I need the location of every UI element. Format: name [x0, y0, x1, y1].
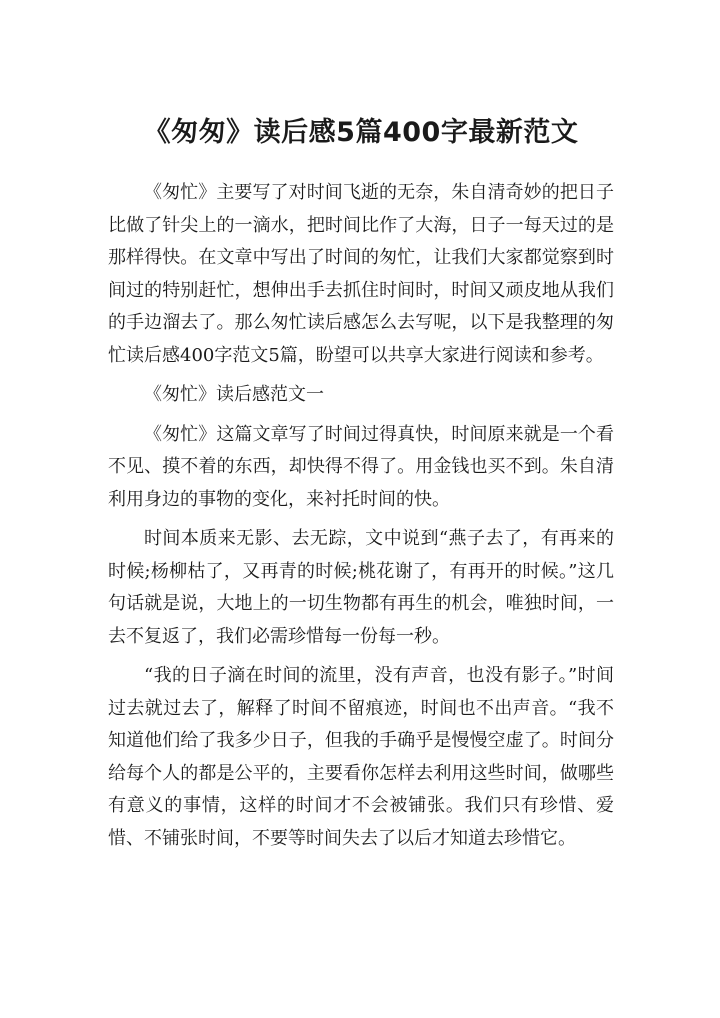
document-title: 《匆匆》读后感5篇400字最新范文	[143, 117, 579, 148]
body-paragraph: 《匆忙》这篇文章写了时间过得真快，时间原来就是一个看不见、摸不着的东西，却快得不得了。用金钱也买不到。朱自清利用身边的事物的变化，来衬托时间的快。	[108, 423, 614, 510]
body-paragraph: 时间本质来无影、去无踪，文中说到“燕子去了，有再来的时候;杨柳枯了，又再青的时候;桃花谢了，有再开的时候。”这几句话就是说，大地上的一切生物都有再生的机会，唯独时间，一去不复返了，我们必需珍惜每一份每一秒。	[108, 528, 614, 647]
intro-paragraph: 《匆忙》主要写了对时间飞逝的无奈，朱自清奇妙的把日子比做了针尖上的一滴水，把时间比作了大海，日子一每天过的是那样得快。在文章中写出了时间的匆忙，让我们大家都觉察到时间过的特别赶忙，想伸出手去抓住时间时，时间又顽皮地从我们的手边溜去了。那么匆忙读后感怎么去写呢，以下是我整理的匆忙读后感400字范文5篇，盼望可以共享大家进行阅读和参考。	[108, 182, 614, 366]
section-heading: 《匆忙》读后感范文一	[144, 384, 324, 405]
document-body	[108, 177, 614, 855]
body-paragraph: “我的日子滴在时间的流里，没有声音，也没有影子。”时间过去就过去了，解释了时间不留痕迹，时间也不出声音。“我不知道他们给了我多少日子，但我的手确乎是慢慢空虚了。时间分给每个人的都是公平的，主要看你怎样去利用这些时间，做哪些有意义的事情，这样的时间才不会被铺张。我们只有珍惜、爱惜、不铺张时间，不要等时间失去了以后才知道去珍惜它。	[108, 665, 614, 849]
